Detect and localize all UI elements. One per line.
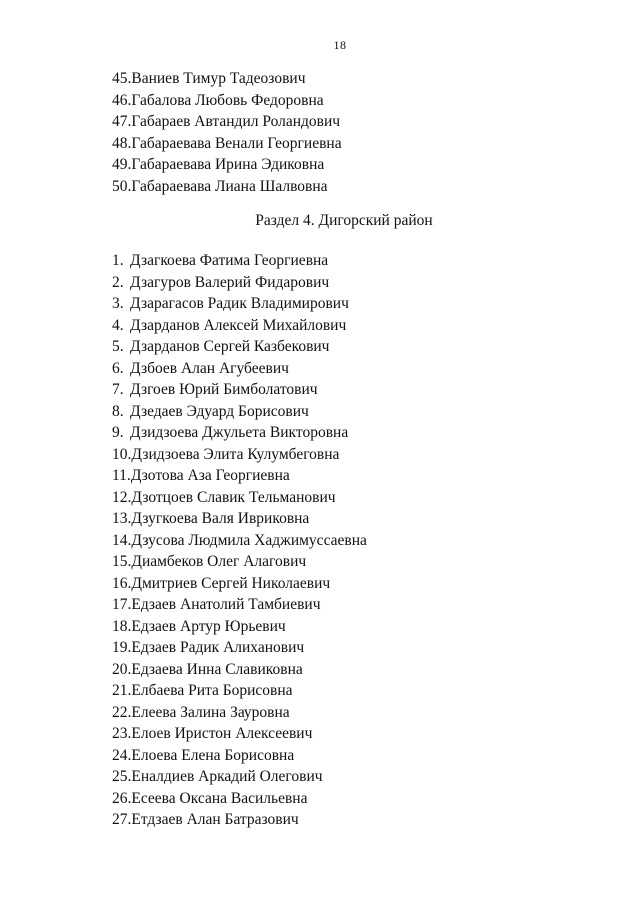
list-item-number: 22.: [112, 703, 132, 721]
list-item: [112, 788, 367, 810]
list-item-name: Елеева Залина Зауровна: [131, 703, 290, 721]
list-item-number: 8.: [112, 402, 124, 420]
page-number: 18: [333, 38, 347, 52]
list-item-name: Дзагуров Валерий Фидарович: [130, 273, 330, 291]
list-item-name: Елоев Иристон Алексеевич: [131, 725, 313, 742]
list-item: [112, 766, 367, 788]
list-item-number: 1.: [112, 252, 124, 269]
list-item: [112, 594, 367, 616]
list-item-name: Дзагкоева Фатима Георгиевна: [130, 252, 329, 269]
list-item: [112, 809, 367, 831]
list-item-number: 11.: [112, 467, 131, 484]
list-item-name: Габараев Автандил Роландович: [131, 113, 341, 130]
list-item-number: 21.: [112, 682, 132, 699]
list-item-number: 3.: [112, 295, 124, 312]
list-item-number: 50.: [112, 177, 132, 195]
list-item-number: 20.: [112, 660, 132, 678]
list-item-name: Дзусова Людмила Хаджимуссаевна: [131, 531, 367, 549]
list-item: [112, 272, 367, 294]
list-item-number: 16.: [112, 574, 132, 592]
list-item-name: Дзарданов Алексей Михайлович: [130, 316, 347, 334]
list-item: [112, 336, 367, 358]
list-item-number: 14.: [112, 531, 132, 549]
list-item: [112, 358, 367, 380]
list-item-name: Габалова Любовь Федоровна: [131, 91, 324, 109]
list-item-number: 45.: [112, 70, 132, 87]
list-item: [112, 176, 342, 198]
list-item-number: 5.: [112, 338, 124, 355]
list-item-number: 10.: [112, 445, 132, 463]
list-item: [112, 90, 342, 112]
list-item-number: 13.: [112, 510, 132, 527]
list-item-number: 15.: [112, 553, 132, 570]
list-item-name: Дзгоев Юрий Бимболатович: [130, 381, 318, 398]
list-item-name: Едзаев Радик Алиханович: [131, 639, 305, 656]
list-item-name: Дзотцоев Славик Тельманович: [131, 488, 336, 506]
list-item-number: 17.: [112, 596, 132, 613]
list-item-name: Еналдиев Аркадий Олегович: [131, 768, 323, 785]
list-item-number: 48.: [112, 134, 132, 152]
list-item-name: Елбаева Рита Борисовна: [131, 682, 293, 699]
list-item-name: Дзарагасов Радик Владимирович: [130, 295, 349, 312]
list-item: [112, 444, 367, 466]
section-heading: Раздел 4. Дигорский район: [255, 212, 433, 229]
list-item-number: 49.: [112, 156, 132, 173]
list-item-name: Етдзаев Алан Батразович: [131, 811, 299, 828]
list-item: [112, 133, 342, 155]
list-item-name: Дзотова Аза Георгиевна: [130, 467, 290, 484]
list-item: [112, 401, 367, 423]
list-item-name: Есеева Оксана Васильевна: [131, 789, 308, 807]
list-item-name: Дзугкоева Валя Ивриковна: [131, 510, 310, 527]
name-list-section-4: [112, 250, 367, 831]
list-item: [112, 111, 342, 133]
list-item-name: Едзаев Артур Юрьевич: [131, 617, 286, 635]
list-item-number: 4.: [112, 316, 124, 334]
list-item: [112, 723, 367, 745]
list-item-name: Едзаева Инна Славиковна: [131, 660, 303, 678]
list-item-number: 47.: [112, 113, 132, 130]
list-item-number: 9.: [112, 424, 124, 441]
list-item-name: Дзбоев Алан Агубеевич: [130, 359, 289, 377]
list-item: [112, 422, 367, 444]
list-item: [112, 530, 367, 552]
list-item-name: Диамбеков Олег Алагович: [131, 553, 307, 570]
list-item-number: 19.: [112, 639, 132, 656]
list-item: [112, 680, 367, 702]
list-item-number: 23.: [112, 725, 132, 742]
list-item-number: 12.: [112, 488, 132, 506]
list-item-name: Дзедаев Эдуард Борисович: [130, 402, 309, 420]
list-item: [112, 465, 367, 487]
list-item: [112, 573, 367, 595]
list-item: [112, 154, 342, 176]
list-item: [112, 551, 367, 573]
list-item-number: 25.: [112, 768, 132, 785]
list-item: [112, 508, 367, 530]
list-item-name: Дзидзоева Элита Кулумбеговна: [131, 445, 340, 463]
list-item-name: Дзарданов Сергей Казбекович: [130, 338, 330, 355]
list-item-name: Дмитриев Сергей Николаевич: [131, 574, 331, 592]
list-item: [112, 379, 367, 401]
list-item: [112, 68, 342, 90]
list-item: [112, 315, 367, 337]
list-item-name: Габараевава Лиана Шалвовна: [131, 177, 328, 195]
list-item-name: Габараевава Венали Георгиевна: [131, 134, 342, 152]
list-item-number: 2.: [112, 273, 124, 291]
list-item: [112, 659, 367, 681]
list-item-number: 27.: [112, 811, 132, 828]
list-item-number: 26.: [112, 789, 132, 807]
list-item-name: Габараевава Ирина Эдиковна: [131, 156, 325, 173]
list-item-name: Ваниев Тимур Тадеозович: [131, 70, 306, 87]
list-item: [112, 745, 367, 767]
list-item: [112, 637, 367, 659]
list-item-name: Дзидзоева Джульета Викторовна: [130, 424, 349, 441]
list-item-number: 7.: [112, 381, 124, 398]
list-item-name: Елоева Елена Борисовна: [131, 746, 295, 764]
list-item: [112, 487, 367, 509]
list-item-name: Едзаев Анатолий Тамбиевич: [131, 596, 321, 613]
list-item: [112, 702, 367, 724]
list-item: [112, 293, 367, 315]
list-item-number: 46.: [112, 91, 132, 109]
list-item-number: 6.: [112, 359, 124, 377]
list-item-number: 24.: [112, 746, 132, 764]
list-item: [112, 250, 367, 272]
name-list-continued: [112, 68, 342, 197]
list-item: [112, 616, 367, 638]
list-item-number: 18.: [112, 617, 132, 635]
